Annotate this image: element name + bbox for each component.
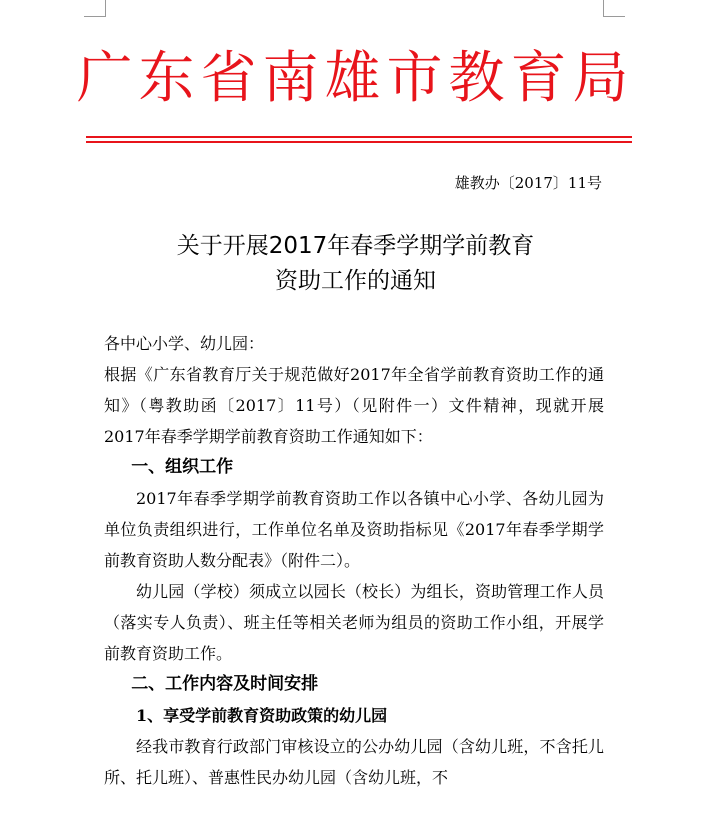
masthead-rule-bottom [86,141,632,143]
organization-paragraph-1: 2017年春季学期学前教育资助工作以各镇中心小学、各幼儿园为单位负责组织进行，工作单位名单及资助指标见《2017年春季学期学前教育资助人数分配表》（附件二）。 [104,489,604,570]
document-number: 雄教办〔2017〕11号 [454,174,602,192]
section-heading-organization: 一、组织工作 [131,457,234,477]
notice-title-line-1: 关于开展2017年春季学期学前教育 [176,233,535,259]
subheading-eligible-kindergartens: 1、享受学前教育资助政策的幼儿园 [136,706,388,725]
masthead-title: 广东省南雄市教育局 [76,46,635,111]
crop-mark-top-left [84,0,106,18]
organization-paragraph-2: 幼儿园（学校）须成立以园长（校长）为组长，资助管理工作人员（落实专人负责）、班主任等相关老师为组员的资助工作小组，开展学前教育资助工作。 [104,582,604,663]
notice-title-line-2: 资助工作的通知 [275,268,436,294]
eligible-kindergartens-paragraph: 经我市教育行政部门审核设立的公办幼儿园（含幼儿班，不含托儿所、托儿班）、普惠性民办幼儿园（含幼儿班，不 [104,737,604,787]
intro-paragraph: 根据《广东省教育厅关于规范做好2017年全省学前教育资助工作的通知》（粤教助函〔2017〕11号）（见附件一）文件精神，现就开展2017年春季学期学前教育资助工作通知如下： [104,365,604,446]
document-body [104,328,604,793]
section-heading-content-schedule: 二、工作内容及时间安排 [131,674,319,694]
crop-mark-top-right [603,0,625,18]
masthead-rule-top [86,136,632,138]
salutation: 各中心小学、幼儿园： [104,334,265,353]
